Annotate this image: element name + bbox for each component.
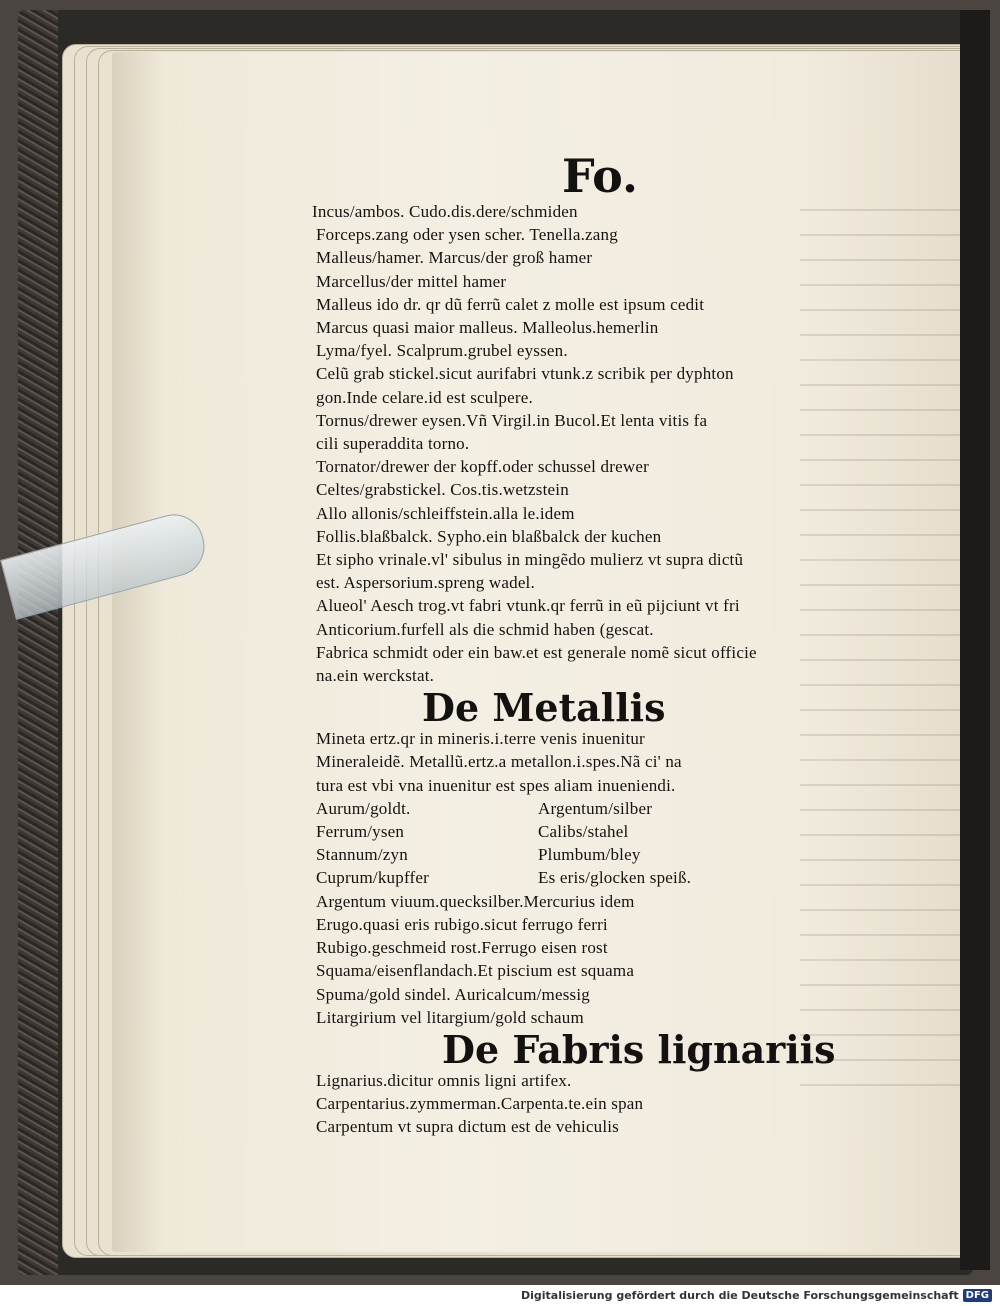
heading-de-metallis: De Metallis [422, 685, 666, 731]
text-line: Alueol' Aesch trog.vt fabri vtunk.qr ferrũ in eũ pijciunt vt fri [316, 596, 740, 616]
text-block-tools [312, 200, 892, 687]
text-line: Lyma/fyel. Scalprum.grubel eyssen. [316, 341, 568, 361]
text-line: Litargirium vel litargium/gold schaum [316, 1007, 584, 1027]
text-block-metals [312, 890, 892, 1029]
text-line: Erugo.quasi eris rubigo.sicut ferrugo ferri [316, 914, 608, 934]
text-line: Argentum viuum.quecksilber.Mercurius idem [316, 891, 635, 911]
book-cover-texture [18, 10, 58, 1275]
text-line: Squama/eisenflandach.Et piscium est squama [316, 961, 635, 981]
heading-de-fabris-lignariis: De Fabris lignariis [442, 1026, 836, 1072]
metal-left: Cuprum/kupffer [316, 868, 429, 888]
metals-two-column-list [312, 797, 892, 890]
text-line: cili superaddita torno. [316, 434, 470, 454]
metal-right: Es eris/glocken speiß. [538, 868, 692, 888]
heading-fo: Fo. [562, 149, 639, 203]
text-line: Et sipho vrinale.vl' sibulus in mingẽdo mulierz vt supra dictũ [316, 550, 744, 570]
metal-right: Calibs/stahel [538, 822, 629, 842]
text-line: Incus/ambos. Cudo.dis.dere/schmiden [312, 202, 578, 221]
text-line: gon.Inde celare.id est sculpere. [316, 387, 533, 407]
text-line: Mineta ertz.qr in mineris.i.terre venis inuenitur [316, 729, 645, 749]
metal-right: Plumbum/bley [538, 845, 641, 865]
text-line: Malleus/hamer. Marcus/der groß hamer [316, 248, 593, 268]
text-line: Tornus/drewer eysen.Vñ Virgil.in Bucol.Et lenta vitis fa [316, 410, 708, 430]
text-line: na.ein werckstat. [316, 666, 435, 686]
text-block-carpenters [312, 1069, 892, 1139]
text-line: tura est vbi vna inuenitur est spes aliam inueniendi. [316, 775, 676, 795]
text-line: Allo allonis/schleiffstein.alla le.idem [316, 503, 575, 523]
scan-border [960, 10, 990, 1270]
metal-right: Argentum/silber [538, 798, 653, 818]
metals-row [312, 797, 892, 820]
dfg-logo: DFG [963, 1289, 992, 1302]
metal-left: Aurum/goldt. [316, 798, 411, 818]
text-line: Tornator/drewer der kopff.oder schussel drewer [316, 457, 649, 477]
metal-left: Stannum/zyn [316, 845, 408, 865]
funding-credit: Digitalisierung gefördert durch die Deutsche Forschungsgemeinschaft [520, 1289, 959, 1302]
text-line: Lignarius.dicitur omnis ligni artifex. [316, 1070, 572, 1090]
metals-row [312, 843, 892, 866]
text-line: Malleus ido dr. qr dũ ferrũ calet z molle est ipsum cedit [316, 294, 705, 314]
page-text [312, 149, 892, 1139]
text-line: Fabrica schmidt oder ein baw.et est generale nomẽ sicut officie [316, 642, 757, 662]
text-line: Carpentum vt supra dictum est de vehiculis [316, 1117, 620, 1137]
text-line: Anticorium.furfell als die schmid haben (gescat. [316, 619, 654, 639]
text-line: Celũ grab stickel.sicut aurifabri vtunk.z scribik per dyphton [316, 364, 734, 384]
metal-left: Ferrum/ysen [316, 822, 405, 842]
metals-row [312, 820, 892, 843]
text-block-metals-intro [312, 727, 892, 797]
text-line: Celtes/grabstickel. Cos.tis.wetzstein [316, 480, 569, 500]
text-line: Mineraleidẽ. Metallũ.ertz.a metallon.i.spes.Nã ci' na [316, 752, 682, 772]
text-line: Forceps.zang oder ysen scher. Tenella.zang [316, 225, 618, 245]
text-line: est. Aspersorium.spreng wadel. [316, 573, 535, 593]
metals-row [312, 866, 892, 889]
text-line: Marcus quasi maior malleus. Malleolus.hemerlin [316, 318, 659, 338]
text-line: Spuma/gold sindel. Auricalcum/messig [316, 984, 590, 1004]
text-line: Carpentarius.zymmerman.Carpenta.te.ein span [316, 1094, 644, 1114]
text-line: Marcellus/der mittel hamer [316, 271, 507, 291]
footer-bar [0, 1285, 1000, 1306]
text-line: Rubigo.geschmeid rost.Ferrugo eisen rost [316, 938, 608, 958]
text-line: Follis.blaßbalck. Sypho.ein blaßbalck der kuchen [316, 526, 662, 546]
